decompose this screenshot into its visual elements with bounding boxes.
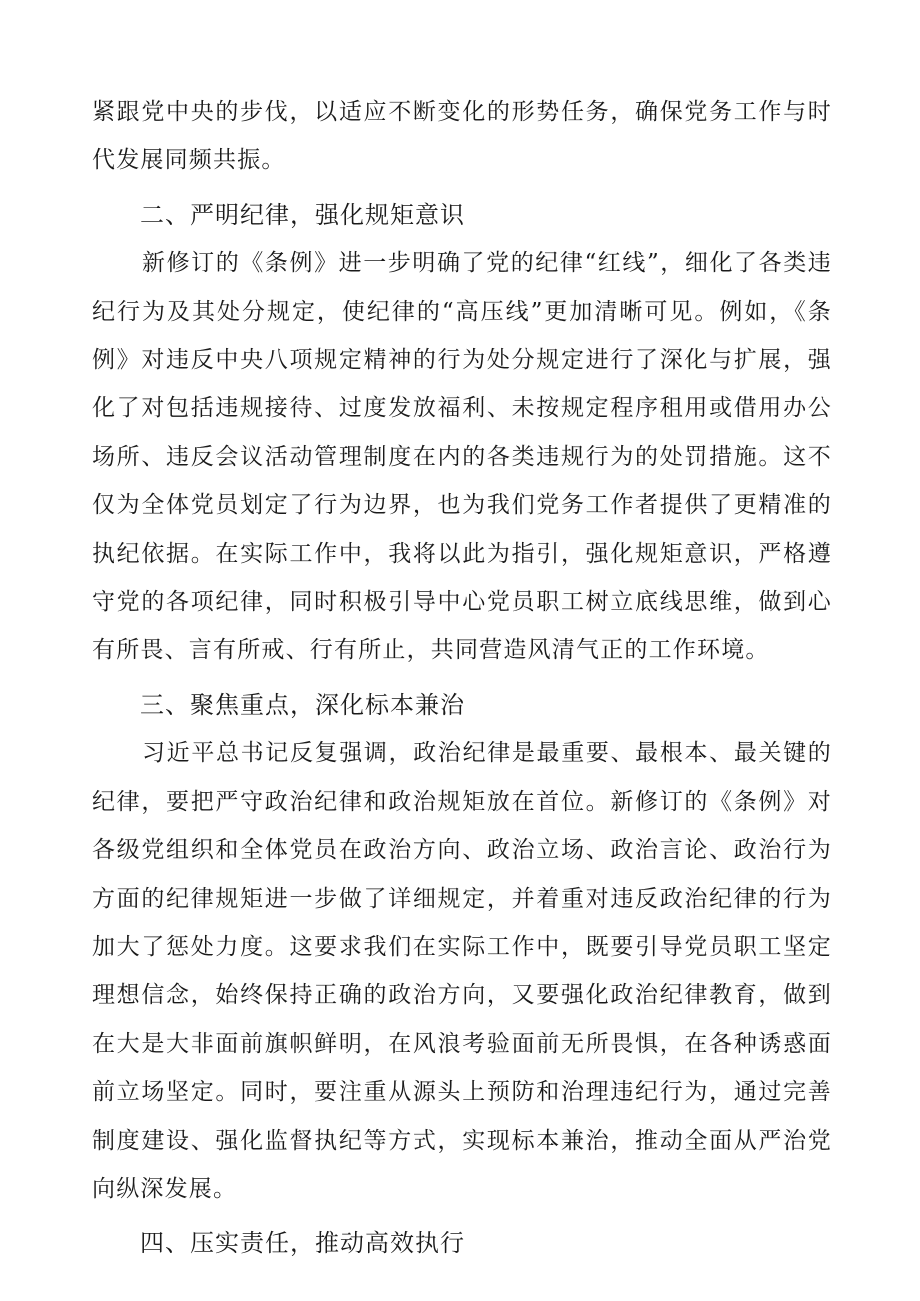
paragraph-intro-continuation: 紧跟党中央的步伐，以适应不断变化的形势任务，确保党务工作与时代发展同频共振。 <box>92 99 832 174</box>
section-heading-4: 四、压实责任，推动高效执行 <box>140 1229 465 1258</box>
paragraph-section-2: 新修订的《条例》进一步明确了党的纪律“红线”，细化了各类违纪行为及其处分规定，使纪律的“高压线”更加清晰可见。例如，《条例》对违反中央八项规定精神的行为处分规定进行了深化与扩展，强化了对包括违规接待、过度发放福利、未按规定程序租用或借用办公场所、违反会议活动管理制度在内的各类违规行为的处罚措施。这不仅为全体党员划定了行为边界，也为我们党务工作者提供了更精准的执纪依据。在实际工作中，我将以此为指引，强化规矩意识，严格遵守党的各项纪律，同时积极引导中心党员职工树立底线思维，做到心有所畏、言有所戒、行有所止，共同营造风清气正的工作环境。 <box>92 250 832 664</box>
paragraph-section-3: 习近平总书记反复强调，政治纪律是最重要、最根本、最关键的纪律，要把严守政治纪律和政治规矩放在首位。新修订的《条例》对各级党组织和全体党员在政治方向、政治立场、政治言论、政治行为方面的纪律规矩进一步做了详细规定，并着重对违反政治纪律的行为加大了惩处力度。这要求我们在实际工作中，既要引导党员职工坚定理想信念，始终保持正确的政治方向，又要强化政治纪律教育，做到在大是大非面前旗帜鲜明，在风浪考验面前无所畏惧，在各种诱惑面前立场坚定。同时，要注重从源头上预防和治理违纪行为，通过完善制度建设、强化监督执纪等方式，实现标本兼治，推动全面从严治党向纵深发展。 <box>92 740 832 1202</box>
document-page <box>92 88 832 1268</box>
section-heading-2: 二、严明纪律，强化规矩意识 <box>140 200 465 229</box>
section-heading-3: 三、聚焦重点，深化标本兼治 <box>140 690 465 719</box>
